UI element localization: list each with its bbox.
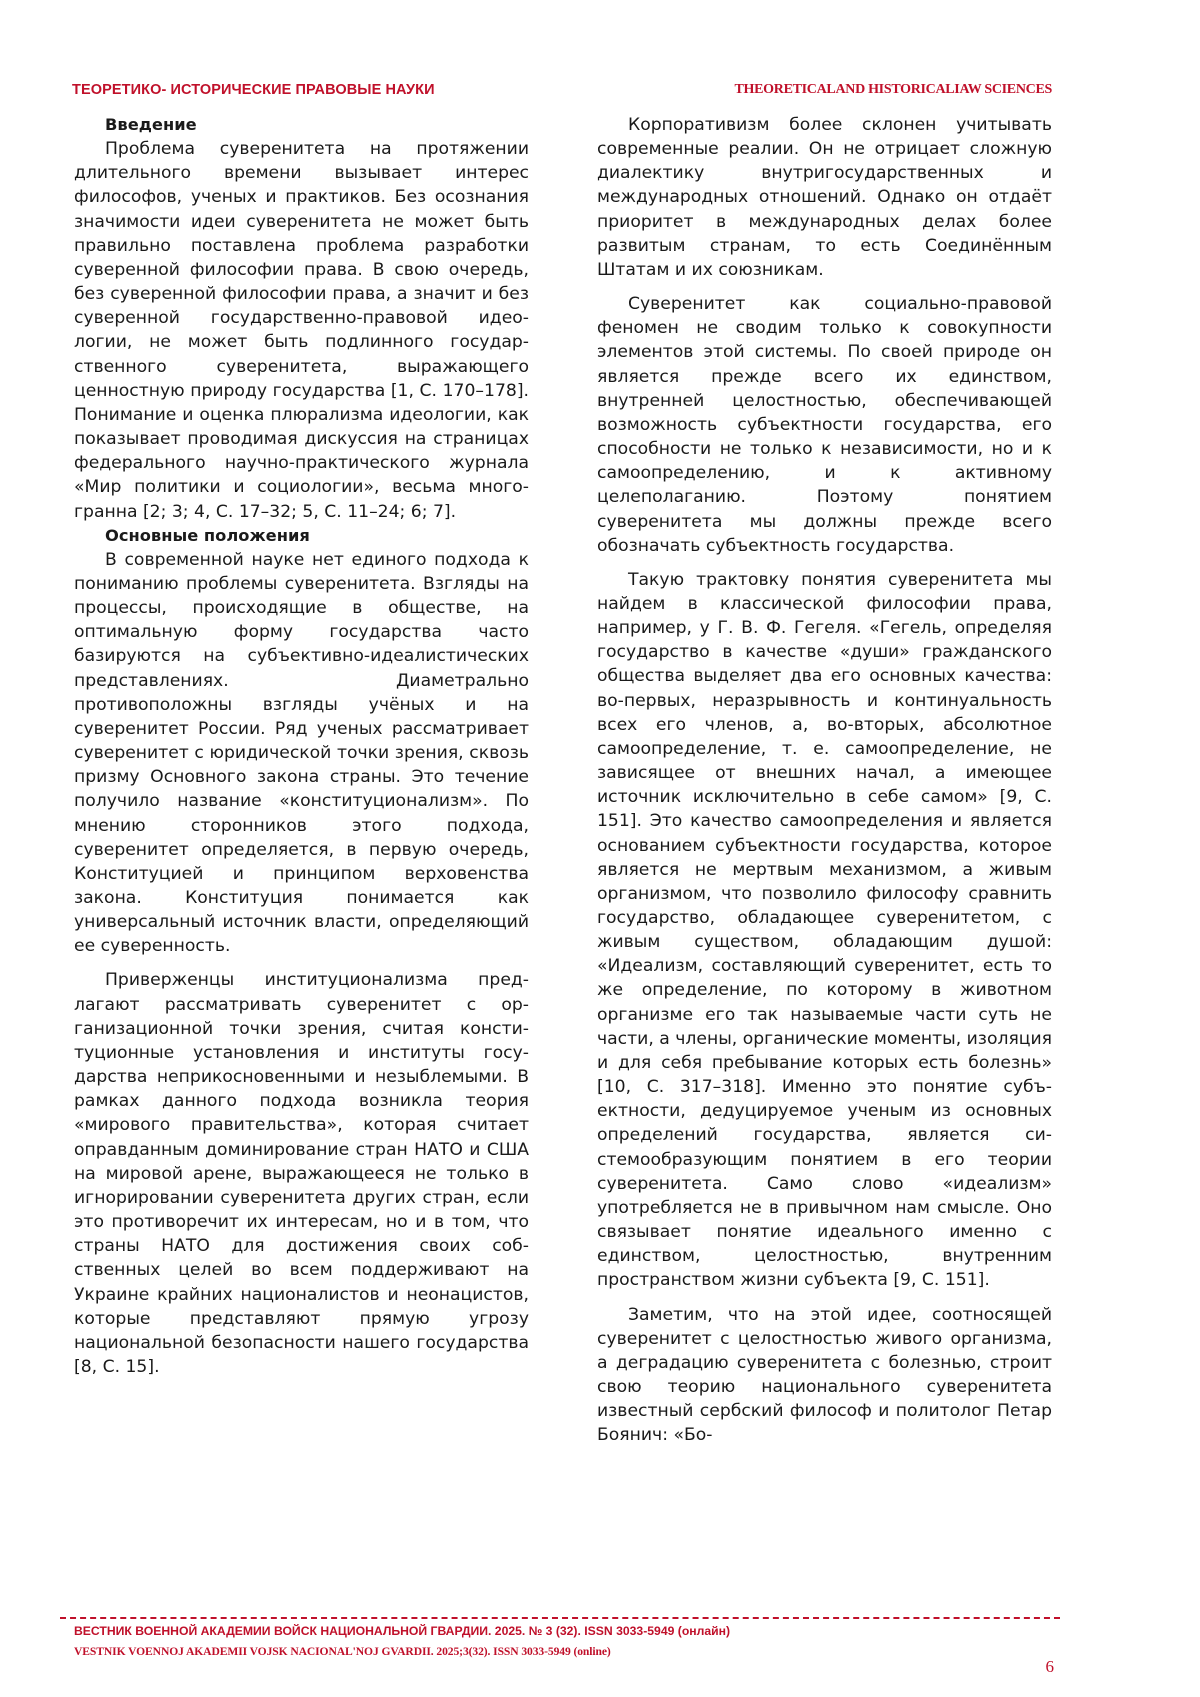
main-paragraph-2: Приверженцы институционализма предлагают рассматривать суверенитет с организационной точки зрения, считая конституционные установления и институты государства неприкосновенными и незыблемыми. В рамках данного подхода возникла теория «мирового правительства», которая считает оправданным доминирование стран НАТО и США на мировой арене, выражающееся не только в игнорировании суверенитета других стран, если это противоречит их интересам, но и в том, что страны НАТО для достижения своих собственных целей во всем поддерживают на Украине крайних националистов и неонацистов, которые представляют прямую угрозу национальной безопасности нашего государства [8, С. 15].: [74, 970, 529, 1377]
running-header: [72, 82, 1052, 106]
main-paragraph-1: В современной науке нет единого подхода к пониманию проблемы суверенитета. Взгляды на процессы, происходящие в обществе, на оптимальную форму государства часто базируются на субъективно-идеалистических представлениях. Диаметрально противоположны взгляды учёных и на суверенитет России. Ряд ученых рассматривает суверенитет с юридической точки зрения, сквозь призму Основного закона страны. Это течение получило название «конституционализм». По мнению сторонников этого подхода, суверенитет определяется, в первую очередь, Конституцией и принципом верховенства закона. Конституция понимается как универсальный источник власти, определяющий ее суверенность.: [74, 549, 529, 957]
main-heading: Основные положения: [105, 525, 310, 545]
page-number: 6: [1045, 1657, 1054, 1676]
right-paragraph-2: Суверенитет как социально-правовой феномен не сводим только к совокупности элементов этой системы. По своей природе он является прежде всего их единством, внутренней целостностью, обеспечивающей возможность субъектности государства, его способности не только к независимости, но и к самоопределению, и к активному целеполаганию. Поэтому понятием суверенитета мы должны прежде всего обозначать субъектность государства.: [597, 294, 1052, 556]
right-paragraph-4: Заметим, что на этой идее, соотносящей суверенитет с целостностью живого организма, а деградацию суверенитета с болезнью, строит свою теорию национального суверенитета известный сербский философ и политолог Петар Боянич: «Бо-: [597, 1304, 1052, 1446]
header-section-ru: ТЕОРЕТИКО- ИСТОРИЧЕСКИЕ ПРАВОВЫЕ НАУКИ: [72, 82, 435, 98]
intro-paragraph: Проблема суверенитета на протяжении длительного времени вызывает интерес философов, ученых и практиков. Без осознания значимости идеи суверенитета не может быть правильно поставлена проблема разработки суверенной философии права. В свою очередь, без суверенной философии права, а значит и без суверенной государственно-правовой идеологии, не может быть подлинного государственного суверенитета, выражающего ценностную природу государства [1, С. 170–178]. Понимание и оценка плюрализма идеологии, как показывает проводимая дискуссия на страницах федерального научно-практического журнала «Мир политики и социологии», весьма многогранна [2; 3; 4, С. 17–32; 5, С. 11–24; 6; 7].: [74, 139, 529, 522]
intro-heading: Введение: [105, 115, 197, 134]
footer-citation-ru: ВЕСТНИК ВОЕННОЙ АКАДЕМИИ ВОЙСК НАЦИОНАЛЬНОЙ ГВАРДИИ. 2025. № 3 (32). ISSN 3033-5949 (онлайн): [74, 1624, 731, 1638]
footer-divider: [60, 1617, 1060, 1619]
header-section-en: THEORETICALAND HISTORICALIAW SCIENCES: [734, 82, 1052, 97]
right-paragraph-3: Такую трактовку понятия суверенитета мы найдем в классической философии права, например, у Г. В. Ф. Гегеля. «Гегель, определяя государство в качестве «души» гражданского общества выделяет два его основных качества: во-первых, неразрывность и континуальность всех его членов, а, во-вторых, абсолютное самоопределение, т. е. самоопределение, не зависящее от внешних начал, а имеющее источник исключительно в себе самом» [9, С. 151]. Это качество самоопределения и является основанием субъектности государства, которое является не мертвым механизмом, а живым организмом, что позволило философу сравнить государство, обладающее суверенитетом, с живым существом, обладающим душой: «Идеализм, составляющий суверенитет, есть то же определение, по которому в животном организме его так называемые части суть не части, а члены, органические моменты, изоляция и для себя пребывание которых есть болезнь» [10, С. 317–318]. Именно это понятие субъектности, дедуцируемое ученым из основных определений государства, является системообразующим понятием в его теории суверенитета. Само слово «идеализм» употребляется не в привычном нам смысле. Оно связывает понятие идеального именно с единством, целостностью, внутренним пространством жизни субъекта [9, С. 151].: [597, 569, 1052, 1291]
right-paragraph-1: Корпоративизм более склонен учитывать современные реалии. Он не отрицает сложную диалектику внутригосударственных и международных отношений. Однако он отдаёт приоритет в международных делах более развитым странам, то есть Соединённым Штатам и их союзникам.: [597, 115, 1052, 280]
footer-citation-en: VESTNIK VOENNOJ AKADEMII VOJSK NACIONAL'NOJ GVARDII. 2025;3(32). ISSN 3033-5949 (online): [74, 1645, 611, 1658]
right-column: [597, 113, 1052, 1447]
left-column: [74, 113, 529, 1379]
